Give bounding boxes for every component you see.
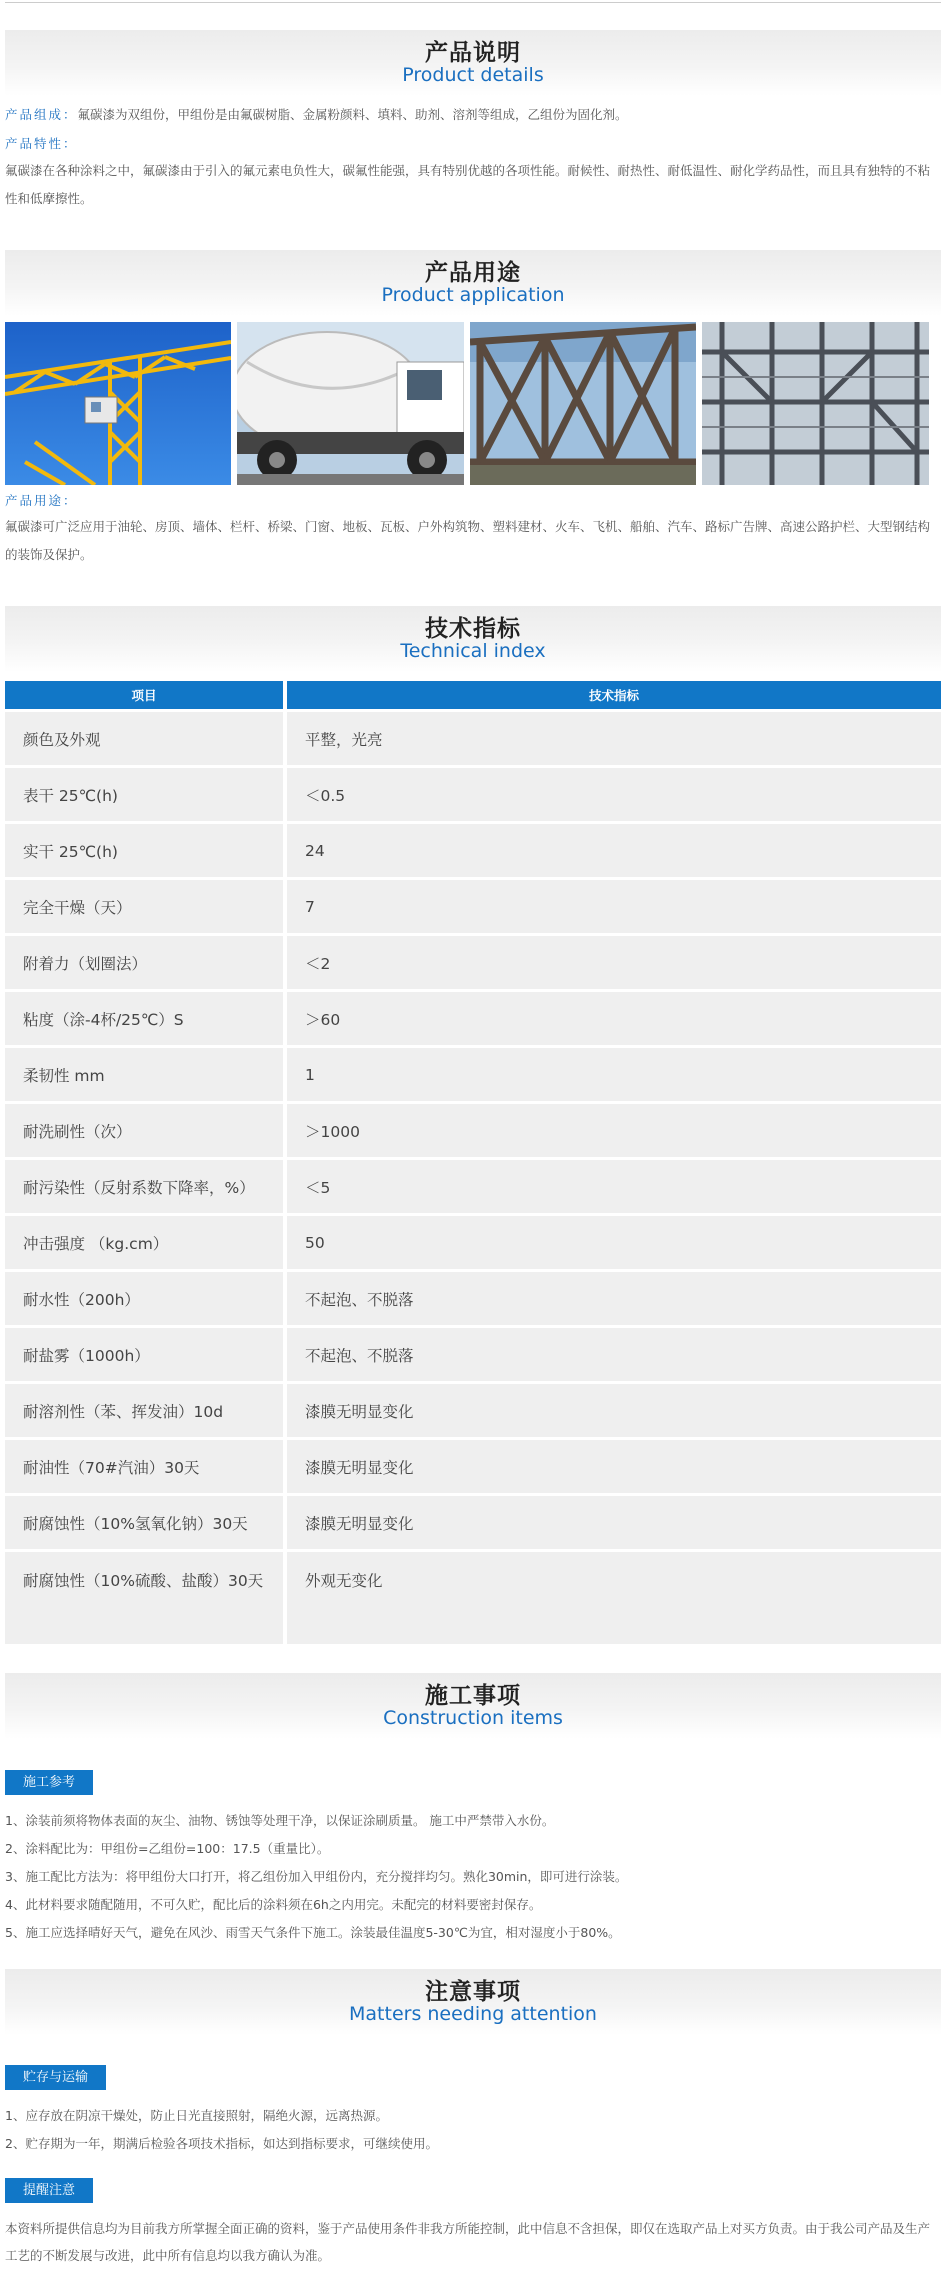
construction-line: 5、施工应选择晴好天气，避免在风沙、雨雪天气条件下施工。涂装最佳温度5-30℃为宜，相对湿度小于80%。	[5, 1925, 621, 1940]
table-row	[5, 1160, 941, 1216]
section-title-zh: 技术指标	[425, 616, 521, 642]
spec-item: 耐洗刷性（次）	[5, 1104, 287, 1160]
construction-line: 3、施工配比方法为：将甲组份大口打开，将乙组份加入甲组份内，充分搅拌均匀。熟化30min，即可进行涂装。	[5, 1869, 628, 1884]
spec-item: 粘度（涂-4杯/25℃）S	[5, 992, 287, 1048]
section-title-en: Construction items	[383, 1707, 563, 1729]
spec-item: 耐油性（70#汽油）30天	[5, 1440, 287, 1496]
spec-item: 耐腐蚀性（10%氢氧化钠）30天	[5, 1496, 287, 1552]
section-title-en: Product details	[402, 64, 544, 86]
composition-text: 氟碳漆为双组份，甲组份是由氟碳树脂、金属粉颜料、填料、助剂、溶剂等组成，乙组份为固化剂。	[77, 107, 628, 122]
composition-paragraph	[5, 101, 935, 129]
features-label: 产品特性：	[5, 136, 78, 151]
table-header-row	[5, 681, 941, 712]
table-row	[5, 1104, 941, 1160]
usage-label: 产品用途：	[5, 493, 78, 508]
spec-item: 耐腐蚀性（10%硫酸、盐酸）30天	[5, 1552, 287, 1647]
section-title-zh: 注意事项	[425, 1979, 521, 2005]
spec-item: 颜色及外观	[5, 712, 287, 768]
spec-value: ＜0.5	[287, 768, 941, 824]
column-header-item: 项目	[5, 681, 287, 712]
spec-item: 冲击强度 （kg.cm）	[5, 1216, 287, 1272]
section-title-en: Matters needing attention	[349, 2003, 597, 2025]
table-row	[5, 936, 941, 992]
spec-value: ＞1000	[287, 1104, 941, 1160]
steel-frame-structure-photo	[702, 322, 929, 485]
spec-value: 24	[287, 824, 941, 880]
section-title-en: Technical index	[400, 640, 546, 662]
table-row	[5, 1216, 941, 1272]
spec-value: ＜2	[287, 936, 941, 992]
spec-item: 耐水性（200h）	[5, 1272, 287, 1328]
table-row	[5, 1272, 941, 1328]
spec-value: 7	[287, 880, 941, 936]
top-divider	[5, 2, 941, 3]
spec-value: ＞60	[287, 992, 941, 1048]
spec-value: 不起泡、不脱落	[287, 1272, 941, 1328]
section-title-zh: 施工事项	[425, 1683, 521, 1709]
construction-line: 2、涂料配比为：甲组份=乙组份=100：17.5（重量比）。	[5, 1841, 330, 1856]
spec-item: 实干 25℃(h)	[5, 824, 287, 880]
features-text: 氟碳漆在各种涂料之中，氟碳漆由于引入的氟元素电负性大，碳氟性能强，具有特别优越的各项性能。耐候性、耐热性、耐低温性、耐化学药品性，而且具有独特的不粘性和低摩擦性。	[5, 163, 931, 206]
construction-line: 4、此材料要求随配随用，不可久贮，配比后的涂料须在6h之内用完。未配完的材料要密封保存。	[5, 1897, 542, 1912]
spec-value: 外观无变化	[287, 1552, 941, 1647]
technical-index-table	[5, 681, 941, 1647]
steel-truss-bridge-photo	[470, 322, 696, 485]
storage-transport-tag: 贮存与运输	[5, 2065, 106, 2090]
spec-value: 50	[287, 1216, 941, 1272]
spec-item: 耐污染性（反射系数下降率，%）	[5, 1160, 287, 1216]
table-row	[5, 824, 941, 880]
table-row	[5, 1552, 941, 1647]
composition-label: 产品组成：	[5, 107, 78, 122]
tower-crane-photo	[5, 322, 231, 485]
reminder-text: 本资料所提供信息均为目前我方所掌握全面正确的资料，鉴于产品使用条件非我方所能控制，此中信息不含担保，即仅在选取产品上对买方负责。由于我公司产品及生产工艺的不断发展与改进，此中所有信息均以我方确认为准。	[5, 2221, 931, 2263]
section-header-attention	[5, 1969, 941, 2035]
construction-reference-tag: 施工参考	[5, 1770, 93, 1795]
spec-value: 1	[287, 1048, 941, 1104]
storage-line: 1、应存放在阴凉干燥处，防止日光直接照射，隔绝火源，远离热源。	[5, 2108, 388, 2123]
spec-value: 不起泡、不脱落	[287, 1328, 941, 1384]
table-row	[5, 712, 941, 768]
spec-item: 表干 25℃(h)	[5, 768, 287, 824]
spec-value: ＜5	[287, 1160, 941, 1216]
spec-item: 耐盐雾（1000h）	[5, 1328, 287, 1384]
table-row	[5, 1384, 941, 1440]
table-row	[5, 1440, 941, 1496]
reminder-tag: 提醒注意	[5, 2178, 93, 2203]
column-header-value: 技术指标	[287, 681, 941, 712]
spec-item: 完全干燥（天）	[5, 880, 287, 936]
construction-line: 1、涂装前须将物体表面的灰尘、油物、锈蚀等处理干净，以保证涂刷质量。 施工中严禁带入水份。	[5, 1813, 555, 1828]
spec-value: 漆膜无明显变化	[287, 1440, 941, 1496]
table-row	[5, 880, 941, 936]
usage-text: 氟碳漆可广泛应用于油轮、房顶、墙体、栏杆、桥梁、门窗、地板、瓦板、户外构筑物、塑料建材、火车、飞机、船舶、汽车、路标广告牌、高速公路护栏、大型钢结构的装饰及保护。	[5, 519, 931, 562]
section-header-construction	[5, 1673, 941, 1739]
section-header-details	[5, 30, 941, 96]
spec-value: 漆膜无明显变化	[287, 1384, 941, 1440]
features-label-line	[5, 130, 935, 158]
table-row	[5, 1328, 941, 1384]
spec-value: 平整，光亮	[287, 712, 941, 768]
spec-item: 耐溶剂性（苯、挥发油）10d	[5, 1384, 287, 1440]
section-title-zh: 产品说明	[425, 40, 521, 66]
section-header-technical	[5, 606, 941, 672]
table-row	[5, 1048, 941, 1104]
table-row	[5, 768, 941, 824]
section-title-zh: 产品用途	[425, 260, 521, 286]
concrete-mixer-truck-photo	[237, 322, 464, 485]
storage-line: 2、贮存期为一年，期满后检验各项技术指标，如达到指标要求，可继续使用。	[5, 2136, 438, 2151]
spec-item: 附着力（划圈法）	[5, 936, 287, 992]
spec-item: 柔韧性 mm	[5, 1048, 287, 1104]
spec-value: 漆膜无明显变化	[287, 1496, 941, 1552]
section-title-en: Product application	[381, 284, 565, 306]
usage-label-line	[5, 487, 935, 515]
table-row	[5, 1496, 941, 1552]
table-row	[5, 992, 941, 1048]
section-header-application	[5, 250, 941, 316]
